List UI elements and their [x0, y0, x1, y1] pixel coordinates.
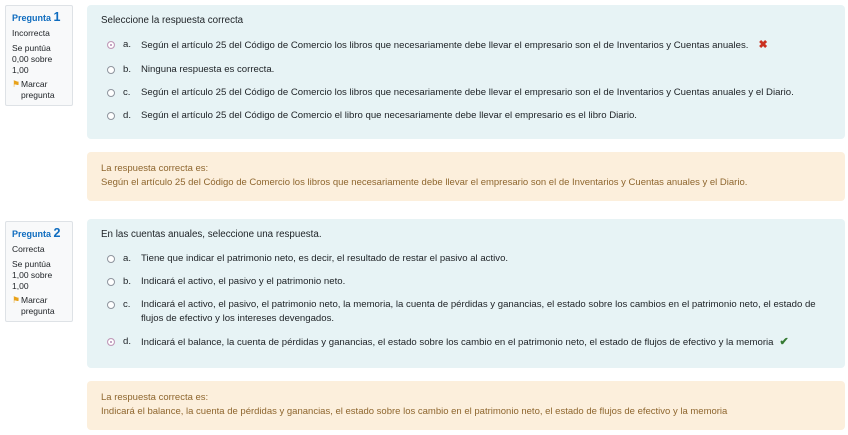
flag-icon[interactable]: ⚑: [12, 295, 21, 306]
question-grade: Se puntúa 1,00 sobre 1,00: [12, 259, 53, 291]
radio-button[interactable]: [107, 112, 115, 120]
flag-question-link[interactable]: ⚑ Marcar pregunta: [12, 79, 55, 100]
correct-icon: ✔: [779, 335, 789, 348]
question-number: Pregunta 1: [12, 10, 61, 24]
radio-button[interactable]: [107, 278, 115, 286]
answer-option[interactable]: c. Según el artículo 25 del Código de Comercio los libros que necesariamente debe llevar el empresario son el de Inventarios y Cuentas anuales y el Diario.: [101, 86, 831, 100]
flag-icon[interactable]: ⚑: [12, 79, 21, 90]
question-text: Seleccione la respuesta correcta: [101, 15, 244, 26]
radio-button[interactable]: [107, 89, 115, 97]
radio-button[interactable]: [107, 255, 115, 263]
incorrect-icon: ✖: [758, 39, 768, 51]
radio-button[interactable]: [107, 338, 115, 346]
question-state: Correcta: [12, 243, 45, 254]
feedback-title: La respuesta correcta es:: [101, 163, 209, 174]
feedback-text: Según el artículo 25 del Código de Comercio los libros que necesariamente debe llevar el empresario son el de Inventarios y Cuentas anuales y el Diario.: [101, 177, 748, 189]
radio-button[interactable]: [107, 301, 115, 309]
question-info-1: [5, 5, 73, 106]
answer-option[interactable]: a. Según el artículo 25 del Código de Comercio los libros que necesariamente debe llevar el empresario son el de Inventarios y Cuentas anuales. ✖: [101, 38, 831, 54]
question-info-2: [5, 221, 73, 322]
question-formulation-1: [87, 5, 845, 139]
question-text: En las cuentas anuales, seleccione una respuesta.: [101, 229, 322, 240]
answer-option[interactable]: d. Indicará el balance, la cuenta de pérdidas y ganancias, el estado sobre los cambio en el patrimonio neto, el estado de flujos de efectivo y la memoria ✔: [101, 335, 831, 351]
correct-answer-feedback-1: [87, 152, 845, 201]
answer-option[interactable]: b. Indicará el activo, el pasivo y el patrimonio neto.: [101, 275, 831, 289]
correct-answer-feedback-2: [87, 381, 845, 430]
radio-button[interactable]: [107, 41, 115, 49]
question-formulation-2: [87, 219, 845, 368]
question-number: Pregunta 2: [12, 226, 61, 240]
radio-button[interactable]: [107, 66, 115, 74]
answer-option[interactable]: d. Según el artículo 25 del Código de Comercio el libro que necesariamente debe llevar el empresario es el libro Diario.: [101, 109, 831, 123]
answer-option[interactable]: b. Ninguna respuesta es correcta.: [101, 63, 831, 77]
answer-option[interactable]: c. Indicará el activo, el pasivo, el patrimonio neto, la memoria, la cuenta de pérdidas y ganancias, el estado sobre los cambios en el patrimonio neto, el estado de flujos de efectivo y los intereses devengados.: [101, 298, 831, 326]
feedback-text: Indicará el balance, la cuenta de pérdidas y ganancias, el estado sobre los cambio en el patrimonio neto, el estado de flujos de efectivo y la memoria: [101, 406, 728, 418]
question-grade: Se puntúa 0,00 sobre 1,00: [12, 43, 53, 75]
answer-option[interactable]: a. Tiene que indicar el patrimonio neto, es decir, el resultado de restar el pasivo al activo.: [101, 252, 831, 266]
question-state: Incorrecta: [12, 27, 50, 38]
flag-question-link[interactable]: ⚑ Marcar pregunta: [12, 295, 55, 316]
feedback-title: La respuesta correcta es:: [101, 392, 209, 403]
